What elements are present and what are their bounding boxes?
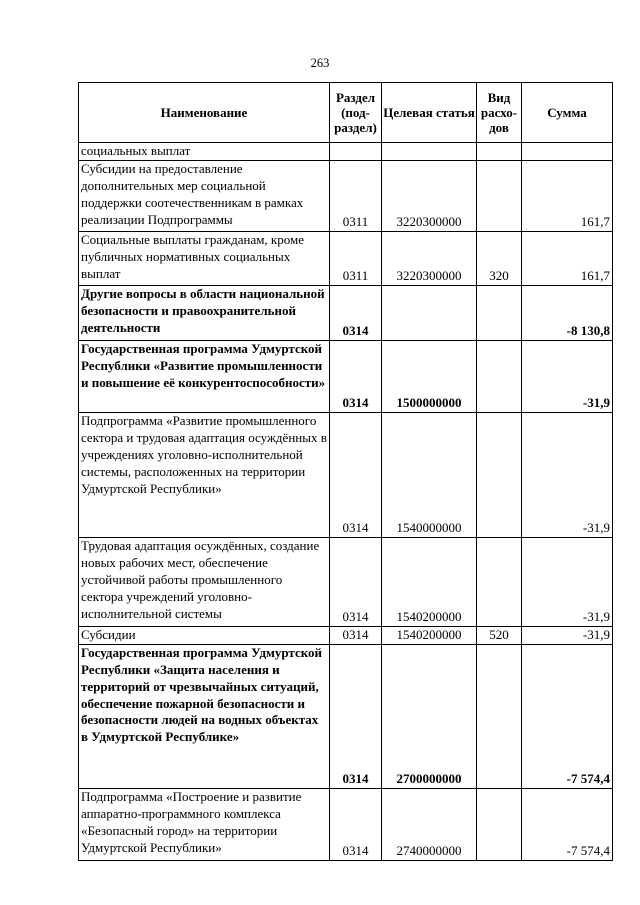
row-name-cell: Другие вопросы в области национальной безопасности и правоохранительной деятельности bbox=[79, 285, 330, 340]
row-sum-cell: -31,9 bbox=[522, 340, 613, 412]
row-sum-cell: -31,9 bbox=[522, 537, 613, 626]
row-kind-cell bbox=[477, 143, 522, 161]
row-sum-cell: 161,7 bbox=[522, 160, 613, 231]
row-section-cell: 0311 bbox=[330, 160, 382, 231]
row-kind-cell: 320 bbox=[477, 231, 522, 285]
row-section-cell: 0314 bbox=[330, 537, 382, 626]
row-section-cell bbox=[330, 143, 382, 161]
header-sum: Сумма bbox=[522, 83, 613, 143]
table-header-row bbox=[79, 83, 613, 143]
row-section-cell: 0311 bbox=[330, 231, 382, 285]
table-row bbox=[79, 340, 613, 412]
header-target: Целевая статья bbox=[382, 83, 477, 143]
row-target-cell: 3220300000 bbox=[382, 231, 477, 285]
row-target-cell: 2740000000 bbox=[382, 788, 477, 860]
table-row bbox=[79, 143, 613, 161]
table-body bbox=[79, 143, 613, 861]
budget-table bbox=[78, 82, 613, 861]
row-name-cell: Трудовая адаптация осуждённых, создание новых рабочих мест, обеспечение устойчивой работы промышленного сектора учреждений уголовно-исполнительной системы bbox=[79, 537, 330, 626]
row-kind-cell bbox=[477, 285, 522, 340]
table-row bbox=[79, 788, 613, 860]
row-target-cell: 3220300000 bbox=[382, 160, 477, 231]
row-name-cell: Подпрограмма «Развитие промышленного сектора и трудовая адаптация осуждённых в учреждениях уголовно-исполнительной системы, расположенных на территории Удмуртской Республики» bbox=[79, 412, 330, 537]
row-kind-cell bbox=[477, 788, 522, 860]
row-name-cell: Субсидии bbox=[79, 626, 330, 644]
row-sum-cell: -7 574,4 bbox=[522, 788, 613, 860]
table-row bbox=[79, 537, 613, 626]
row-name-cell: Субсидии на предоставление дополнительных мер социальной поддержки соотечественникам в рамках реализации Подпрограммы bbox=[79, 160, 330, 231]
row-sum-cell: -31,9 bbox=[522, 626, 613, 644]
row-section-cell: 0314 bbox=[330, 340, 382, 412]
row-kind-cell bbox=[477, 340, 522, 412]
table-row bbox=[79, 231, 613, 285]
row-section-cell: 0314 bbox=[330, 626, 382, 644]
row-section-cell: 0314 bbox=[330, 285, 382, 340]
table-row bbox=[79, 160, 613, 231]
table-row bbox=[79, 285, 613, 340]
header-name: Наименование bbox=[79, 83, 330, 143]
row-target-cell: 1500000000 bbox=[382, 340, 477, 412]
row-section-cell: 0314 bbox=[330, 644, 382, 788]
row-target-cell bbox=[382, 285, 477, 340]
row-name-cell: социальных выплат bbox=[79, 143, 330, 161]
row-sum-cell: -31,9 bbox=[522, 412, 613, 537]
header-section: Раздел (под-раздел) bbox=[330, 83, 382, 143]
row-sum-cell: -7 574,4 bbox=[522, 644, 613, 788]
row-kind-cell bbox=[477, 412, 522, 537]
table-row bbox=[79, 412, 613, 537]
row-target-cell: 1540200000 bbox=[382, 537, 477, 626]
row-section-cell: 0314 bbox=[330, 412, 382, 537]
row-sum-cell: 161,7 bbox=[522, 231, 613, 285]
row-name-cell: Государственная программа Удмуртской Республики «Защита населения и территорий от чрезвычайных ситуаций, обеспечение пожарной безопасности и безопасности людей на водных объектах в Удмуртской Республике» bbox=[79, 644, 330, 788]
row-kind-cell bbox=[477, 160, 522, 231]
row-name-cell: Подпрограмма «Построение и развитие аппаратно-программного комплекса «Безопасный город» на территории Удмуртской Республики» bbox=[79, 788, 330, 860]
row-target-cell: 2700000000 bbox=[382, 644, 477, 788]
row-sum-cell bbox=[522, 143, 613, 161]
row-sum-cell: -8 130,8 bbox=[522, 285, 613, 340]
row-kind-cell bbox=[477, 644, 522, 788]
row-name-cell: Социальные выплаты гражданам, кроме публичных нормативных социальных выплат bbox=[79, 231, 330, 285]
table-row bbox=[79, 626, 613, 644]
header-kind: Вид расхо-дов bbox=[477, 83, 522, 143]
row-target-cell: 1540000000 bbox=[382, 412, 477, 537]
row-section-cell: 0314 bbox=[330, 788, 382, 860]
row-kind-cell bbox=[477, 537, 522, 626]
row-name-cell: Государственная программа Удмуртской Республики «Развитие промышленности и повышение её конкурентоспособности» bbox=[79, 340, 330, 412]
row-target-cell: 1540200000 bbox=[382, 626, 477, 644]
page-number: 263 bbox=[310, 56, 330, 70]
table-row bbox=[79, 644, 613, 788]
row-kind-cell: 520 bbox=[477, 626, 522, 644]
row-target-cell bbox=[382, 143, 477, 161]
